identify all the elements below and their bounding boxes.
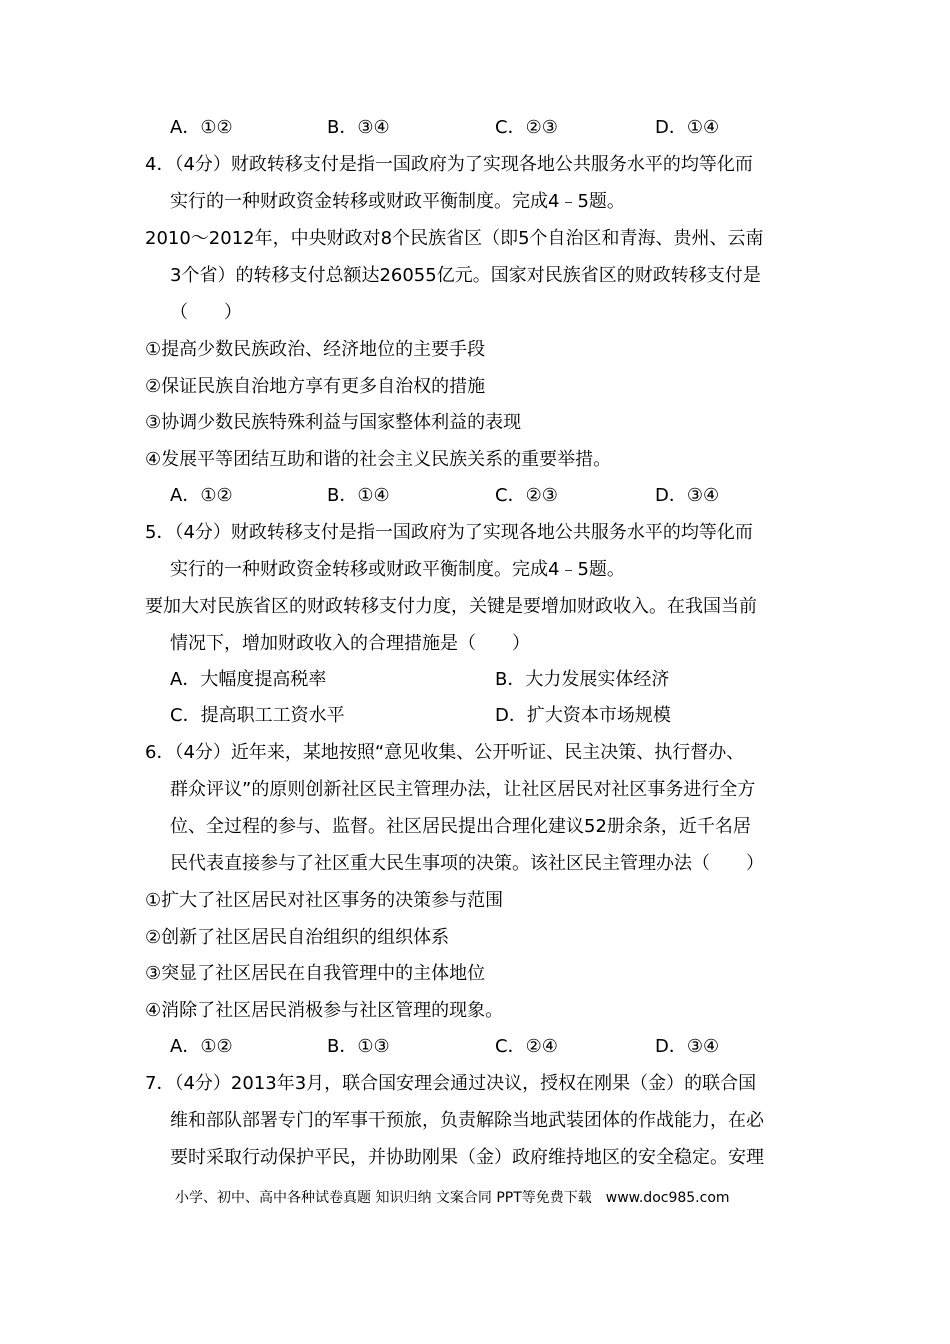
q6-item-3: ③突显了社区居民在自我管理中的主体地位 (145, 963, 486, 984)
q6-line1: 6．（4分）近年来，某地按照“意见收集、公开听证、民主决策、执行督办、 (145, 742, 745, 763)
q4-option-c: C．②③ (495, 485, 558, 506)
q7-line2: 维和部队部署专门的军事干预旅，负责解除当地武装团体的作战能力，在必 (170, 1110, 764, 1131)
q7-line1: 7．（4分）2013年3月，联合国安理会通过决议，授权在刚果（金）的联合国 (145, 1073, 757, 1094)
q6-item-4: ④消除了社区居民消极参与社区管理的现象。 (145, 1000, 504, 1021)
q5-option-b: B．大力发展实体经济 (495, 669, 670, 690)
q4-item-1: ①提高少数民族政治、经济地位的主要手段 (145, 339, 486, 360)
q6-option-d: D．③④ (655, 1036, 720, 1057)
q5-stem1: 要加大对民族省区的财政转移支付力度，关键是要增加财政收入。在我国当前 (145, 596, 757, 617)
q6-option-a: A．①② (170, 1036, 233, 1057)
q4-line1: 4．（4分）财政转移支付是指一国政府为了实现各地公共服务水平的均等化而 (145, 154, 753, 175)
q3-option-d: D．①④ (655, 117, 720, 138)
q4-option-a: A．①② (170, 485, 233, 506)
q5-option-a: A．大幅度提高税率 (170, 669, 327, 690)
q6-option-b: B．①③ (327, 1036, 390, 1057)
q5-stem2: 情况下，增加财政收入的合理措施是（ ） (170, 633, 530, 654)
q4-option-b: B．①④ (327, 485, 390, 506)
q3-option-b: B．③④ (327, 117, 390, 138)
q3-option-c: C．②③ (495, 117, 558, 138)
q4-line2: 实行的一种财政资金转移或财政平衡制度。完成4﹣5题。 (170, 191, 625, 212)
page-footer: 小学、初中、高中各种试卷真题 知识归纳 文案合同 PPT等免费下载 www.doc985.com (175, 1190, 730, 1206)
q5-option-d: D．扩大资本市场规模 (495, 705, 671, 726)
q4-stem2: 3个省）的转移支付总额达26055亿元。国家对民族省区的财政转移支付是 (170, 265, 761, 286)
q7-line3: 要时采取行动保护平民，并协助刚果（金）政府维持地区的安全稳定。安理 (170, 1147, 764, 1168)
q4-item-3: ③协调少数民族特殊利益与国家整体利益的表现 (145, 412, 522, 433)
q4-stem1: 2010～2012年，中央财政对8个民族省区（即5个自治区和青海、贵州、云南 (145, 228, 764, 249)
q4-item-2: ②保证民族自治地方享有更多自治权的措施 (145, 376, 486, 397)
q4-item-4: ④发展平等团结互助和谐的社会主义民族关系的重要举措。 (145, 449, 612, 470)
q6-line2: 群众评议”的原则创新社区民主管理办法，让社区居民对社区事务进行全方 (170, 779, 756, 800)
q6-item-1: ①扩大了社区居民对社区事务的决策参与范围 (145, 890, 504, 911)
q6-line3: 位、全过程的参与、监督。社区居民提出合理化建议52册余条，近千名居 (170, 816, 751, 837)
q3-option-a: A．①② (170, 117, 233, 138)
q6-item-2: ②创新了社区居民自治组织的组织体系 (145, 927, 450, 948)
q5-line1: 5．（4分）财政转移支付是指一国政府为了实现各地公共服务水平的均等化而 (145, 522, 753, 543)
q4-stem3: （ ） (170, 302, 242, 323)
q4-option-d: D．③④ (655, 485, 720, 506)
q6-line4: 民代表直接参与了社区重大民生事项的决策。该社区民主管理办法（ ） (170, 853, 764, 874)
q5-option-c: C．提高职工工资水平 (170, 705, 345, 726)
q5-line2: 实行的一种财政资金转移或财政平衡制度。完成4﹣5题。 (170, 559, 625, 580)
q6-option-c: C．②④ (495, 1036, 558, 1057)
